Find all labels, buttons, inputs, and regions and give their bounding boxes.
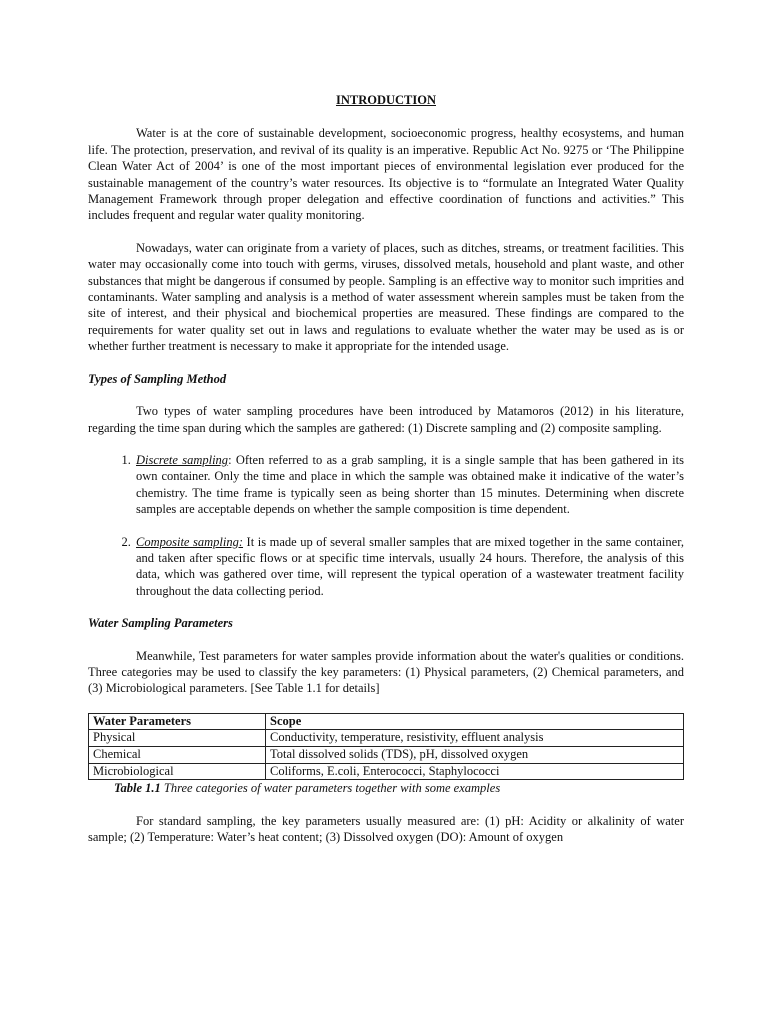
paragraph-parameters-intro: Meanwhile, Test parameters for water samples provide information about the water's qualities or conditions. Three categories may be used to classify the key parameters: (1) Physical parameters, (2) Chemical parameters, and (3) Microbiological parameters. [See Table 1.1 for details]: [88, 648, 684, 696]
section-heading-sampling-method: Types of Sampling Method: [88, 371, 227, 386]
table-cell: Total dissolved solids (TDS), pH, dissolved oxygen: [266, 746, 684, 763]
paragraph-water-sources: Nowadays, water can originate from a variety of places, such as ditches, streams, or treatment facilities. This water may occasionally come into touch with germs, viruses, dissolved metals, household and plant waste, and other substances that might be dangerous if consumed by people. Sampling is an effective way to monitor such imprities and contaminants. Water sampling and analysis is a method of water assessment wherein samples must be taken from the site of interest, and their physical and biochemical properties are measured. These findings are compared to the requirements for water quality set out in laws and regulations to evaluate whether the water may be used as is or whether further treatment is necessary to make it appropriate for the intended usage.: [88, 240, 684, 354]
table-row: [89, 746, 684, 763]
table-header-scope: Scope: [266, 713, 684, 730]
document-body: [88, 92, 684, 845]
term-composite-sampling: Composite sampling:: [136, 534, 244, 549]
table-header-row: [89, 713, 684, 730]
table-cell: Conductivity, temperature, resistivity, effluent analysis: [266, 730, 684, 747]
table-cell: Microbiological: [89, 763, 266, 780]
list-item-text: : Often referred to as a grab sampling, it is a single sample that has been gathered in its own container. Only the time and place in which the sample was obtained make it indicative of the water’s chemistry. The time frame is typically seen as being shorter than 15 minutes. Determining when discrete samples are acceptable depends on whether the sample composition is time dependent.: [136, 452, 684, 517]
parameters-table: [88, 713, 684, 780]
term-discrete-sampling: Discrete sampling: [136, 452, 229, 467]
table-row: [89, 763, 684, 780]
table-cell: Coliforms, E.coli, Enterococci, Staphylococci: [266, 763, 684, 780]
table-caption: [88, 780, 684, 796]
paragraph-intro: Water is at the core of sustainable development, socioeconomic progress, healthy ecosystems, and human life. The protection, preservation, and revival of its quality is an imperative. Republic Act No. 9275 or ‘The Philippine Clean Water Act of 2004’ is one of the most important pieces of environmental legislation ever produced for the sustainable management of the country’s water resources. Its objective is to “formulate an Integrated Water Quality Management Framework through proper delegation and effective coordination of functions and activities.” This includes frequent and regular water quality monitoring.: [88, 126, 684, 223]
table-caption-text: Three categories of water parameters together with some examples: [160, 781, 501, 796]
table-row: [89, 730, 684, 747]
list-item-text: It is made up of several smaller samples that are mixed together in the same container, and taken after specific flows or at specific time intervals, usually 24 hours. Therefore, the analysis of this data, which was gathered over time, will represent the typical operation of a wastewater treatment facility throughout the data collecting period.: [136, 534, 684, 598]
sampling-methods-list: [88, 452, 684, 599]
section-heading-parameters: Water Sampling Parameters: [88, 616, 233, 631]
list-item-composite: [134, 534, 684, 600]
table-cell: Physical: [89, 730, 266, 747]
table-caption-label: Table 1.1: [114, 781, 161, 796]
document-title: INTRODUCTION: [335, 93, 436, 107]
paragraph-closing: For standard sampling, the key parameters usually measured are: (1) pH: Acidity or alkalinity of water sample; (2) Temperature: Water’s heat content; (3) Dissolved oxygen (DO): Amount of oxygen: [88, 813, 684, 844]
list-item-discrete: [134, 452, 684, 518]
table-cell: Chemical: [89, 746, 266, 763]
paragraph-sampling-intro: Two types of water sampling procedures have been introduced by Matamoros (2012) in his literature, regarding the time span during which the samples are gathered: (1) Discrete sampling and (2) composite sampling.: [88, 404, 684, 435]
table-header-parameters: Water Parameters: [89, 713, 266, 730]
